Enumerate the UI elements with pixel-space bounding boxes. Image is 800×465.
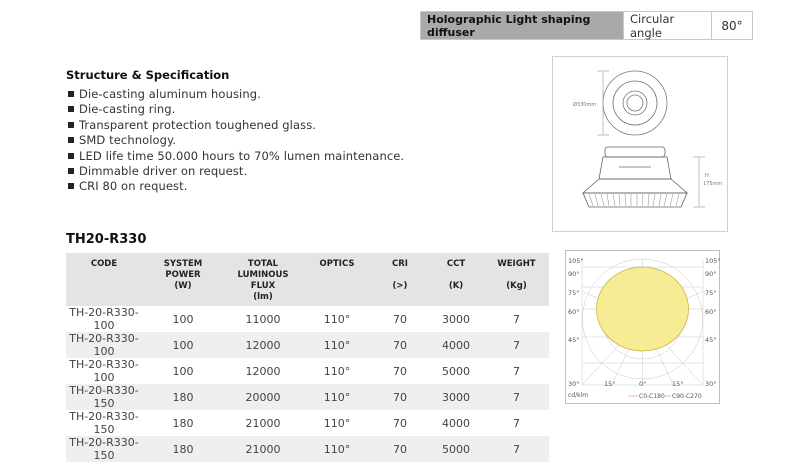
cell-code: TH-20-R330-150 (66, 436, 142, 462)
drawing-svg (553, 57, 727, 231)
cell-power: 180 (172, 416, 194, 430)
spec-item-text: Die-casting aluminum housing. (79, 87, 261, 101)
angle-value: 80° (711, 12, 752, 39)
heatsink-fins (589, 194, 679, 206)
spec-title: Structure & Specification (66, 68, 230, 82)
legend-c0: C0-C180 (639, 393, 665, 400)
angle-label: Circular angle (623, 12, 711, 39)
angle-label: 30° (705, 380, 717, 388)
cell-optics: 110° (323, 312, 351, 326)
cell-power: 180 (142, 436, 224, 462)
cell-power: 100 (172, 312, 194, 326)
cell-cri: 70 (393, 312, 407, 326)
table-row (66, 358, 549, 384)
cell-flux: 12000 (245, 364, 281, 378)
polar-unit: cd/klm (568, 392, 589, 399)
table-row (66, 384, 549, 410)
cell-cri: 70 (372, 436, 428, 462)
product-drawing (552, 56, 728, 232)
cell-flux: 11000 (245, 312, 281, 326)
header-cri (372, 253, 428, 306)
bullet-icon (68, 153, 74, 159)
angle-label: 45° (568, 336, 580, 344)
angle-label: 75° (705, 289, 717, 297)
spec-item-text: CRI 80 on request. (79, 179, 188, 194)
spec-item (68, 133, 404, 148)
header-cct (428, 253, 484, 306)
header-line: TOTAL (247, 259, 279, 269)
header-line: (Kg) (506, 281, 527, 291)
cell-flux: 20000 (224, 384, 302, 410)
diffuser-bar (420, 11, 753, 40)
left-angle-labels (568, 257, 584, 388)
header-line (484, 270, 549, 281)
header-line: LUMINOUS FLUX (237, 270, 289, 291)
table-row (66, 436, 549, 462)
cell-code: TH-20-R330-100 (69, 306, 139, 332)
header-line: POWER (165, 270, 201, 280)
model-title: TH20-R330 (66, 232, 147, 247)
cell-optics: 110° (323, 364, 351, 378)
bullet-icon (68, 137, 74, 143)
angle-label: 105° (705, 257, 721, 265)
polar-diagram (565, 250, 720, 404)
height-value: 175mm (703, 181, 723, 187)
angle-label: 60° (568, 308, 580, 316)
spec-item-text: LED life time 50.000 hours to 70% lumen maintenance. (79, 148, 405, 163)
cell-power: 100 (172, 364, 194, 378)
spec-item-text: Dimmable driver on request. (79, 164, 248, 179)
header-line (372, 270, 428, 281)
diffuser-label: Holographic Light shaping diffuser (421, 12, 623, 39)
spec-item (68, 118, 404, 133)
spec-item-text: SMD technology. (79, 133, 177, 148)
cell-weight: 7 (484, 436, 549, 462)
angle-label: 15° (672, 380, 684, 388)
cell-optics: 110° (302, 384, 372, 410)
angle-label: 90° (568, 270, 580, 278)
header-flux (224, 253, 302, 306)
cell-weight: 7 (513, 416, 520, 430)
header-line: SYSTEM (163, 259, 203, 269)
header-code (66, 253, 142, 306)
angle-label: 0° (639, 380, 647, 388)
cell-cri: 70 (372, 332, 428, 358)
cell-optics: 110° (302, 436, 372, 462)
header-line: WEIGHT (497, 259, 536, 269)
spec-item (68, 87, 404, 102)
top-view (603, 71, 667, 135)
cell-cct: 5000 (428, 436, 484, 462)
spec-item (68, 102, 404, 117)
bullet-icon (68, 183, 74, 189)
cell-code: TH-20-R330-150 (66, 384, 142, 410)
cell-weight: 7 (513, 312, 520, 326)
cell-cri: 70 (393, 416, 407, 430)
cell-cct: 3000 (442, 312, 470, 326)
angle-label: 30° (568, 380, 580, 388)
legend-c90: C90-C270 (672, 393, 702, 400)
header-line: OPTICS (319, 259, 355, 269)
cell-power: 180 (142, 384, 224, 410)
cell-cct: 4000 (442, 416, 470, 430)
header-line: (W) (174, 281, 192, 291)
table-row (66, 306, 549, 332)
spec-item (68, 164, 404, 179)
angle-label: 90° (705, 270, 717, 278)
right-angle-labels (705, 257, 721, 388)
bullet-icon (68, 168, 74, 174)
polar-svg (566, 251, 719, 403)
spec-item (68, 179, 404, 194)
bottom-angle-labels (604, 380, 684, 388)
spec-item-text: Die-casting ring. (79, 102, 176, 117)
header-line: (>) (392, 281, 408, 291)
angle-label: 45° (705, 336, 717, 344)
cell-cri: 70 (393, 364, 407, 378)
spec-item (68, 149, 404, 164)
bullet-icon (68, 91, 74, 97)
cell-weight: 7 (484, 332, 549, 358)
diameter-label: Ø330mm (573, 102, 597, 108)
side-view (583, 147, 687, 207)
header-power (142, 253, 224, 306)
table-row (66, 332, 549, 358)
header-optics (302, 253, 372, 306)
header-weight (484, 253, 549, 306)
cell-cct: 5000 (442, 364, 470, 378)
header-line: CCT (446, 259, 466, 269)
header-line: CODE (90, 259, 118, 269)
cell-code: TH-20-R330-150 (69, 410, 139, 436)
header-line: (lm) (253, 292, 273, 302)
cell-cct: 4000 (428, 332, 484, 358)
angle-label: 60° (705, 308, 717, 316)
intensity-curve (597, 267, 689, 351)
spec-table (66, 253, 549, 462)
table-row (66, 410, 549, 436)
angle-label: 105° (568, 257, 584, 265)
table-header-row (66, 253, 549, 306)
cell-optics: 110° (323, 416, 351, 430)
cell-flux: 12000 (224, 332, 302, 358)
cell-flux: 21000 (224, 436, 302, 462)
cell-weight: 7 (513, 364, 520, 378)
spec-item-text: Transparent protection toughened glass. (79, 117, 317, 132)
height-label: H (705, 173, 709, 179)
header-line: CRI (392, 259, 408, 269)
cell-cct: 3000 (428, 384, 484, 410)
header-line (428, 270, 484, 281)
cell-code: TH-20-R330-100 (69, 358, 139, 384)
bullet-icon (68, 106, 74, 112)
cell-optics: 110° (302, 332, 372, 358)
bullet-icon (68, 122, 74, 128)
cell-code: TH-20-R330-100 (66, 332, 142, 358)
cell-weight: 7 (484, 384, 549, 410)
spec-list (68, 87, 404, 195)
cell-power: 100 (142, 332, 224, 358)
angle-label: 75° (568, 289, 580, 297)
cell-cri: 70 (372, 384, 428, 410)
header-line: (K) (448, 281, 464, 291)
angle-label: 15° (604, 380, 616, 388)
cell-flux: 21000 (245, 416, 281, 430)
